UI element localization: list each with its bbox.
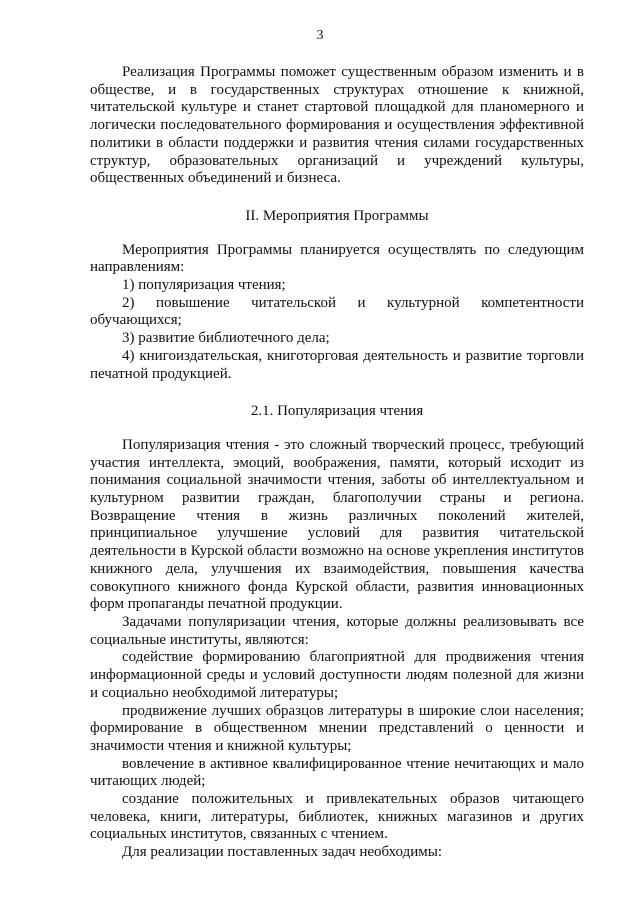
section-2-intro: Мероприятия Программы планируется осуществлять по следующим направлениям: [90,241,584,276]
subsection-2-1-heading: 2.1. Популяризация чтения [250,403,424,420]
task-item: вовлечение в активное квалифицированное чтение нечитающих и мало читающих людей; [90,755,584,790]
closing-line: Для реализации поставленных задач необходимы: [122,844,442,861]
direction-item: 4) книгоиздательская, книготорговая деятельность и развитие торговли печатной продукцией. [90,347,584,382]
task-item: создание положительных и привлекательных образов читающего человека, книги, литературы, библиотек, книжных магазинов и других социальных институтов, связанных с чтением. [90,791,584,843]
direction-item: 2) повышение читательской и культурной компетентности обучающихся; [90,294,584,329]
task-item: продвижение лучших образцов литературы в широкие слои населения; формирование в общественном мнении представлений о ценности и значимости чтения и книжной культуры; [90,702,584,754]
direction-item: 3) развитие библиотечного дела; [122,330,330,347]
task-item: содействие формированию благоприятной для продвижения чтения информационной среды и условий доступности людям полезной для жизни и социально необходимой литературы; [90,649,584,701]
intro-paragraph: Реализация Программы поможет существенным образом изменить и в обществе, и в государственных структурах отношение к книжной, читательской культуре и станет стартовой площадкой для планомерного и логически последовательного формирования и осуществления эффективной политики в области поддержки и развития чтения силами государственных структур, образовательных организаций и учреждений культуры, общественных объединений и бизнеса. [90,64,584,187]
popularization-paragraph: Популяризация чтения - это сложный творческий процесс, требующий участия интеллекта, эмоций, воображения, памяти, который исходит из понимания социальной значимости чтения, заботы об интеллектуальном и культурном развитии граждан, благополучии страны и региона. Возвращение чтения в жизнь различных поколений жителей, принципиальное улучшение условий для развития читательской деятельности в Курской области возможно на основе укрепления институтов книжного дела, улучшения их взаимодействия, повышения качества совокупного книжного фонда Курской области, развития инновационных форм пропаганды печатной продукции. [90,436,584,613]
document-body [90,64,584,862]
section-2-heading: II. Мероприятия Программы [245,207,429,224]
page-number: 3 [316,28,324,43]
direction-item: 1) популяризация чтения; [122,277,286,294]
tasks-intro: Задачами популяризации чтения, которые должны реализовывать все социальные институты, являются: [90,613,584,648]
